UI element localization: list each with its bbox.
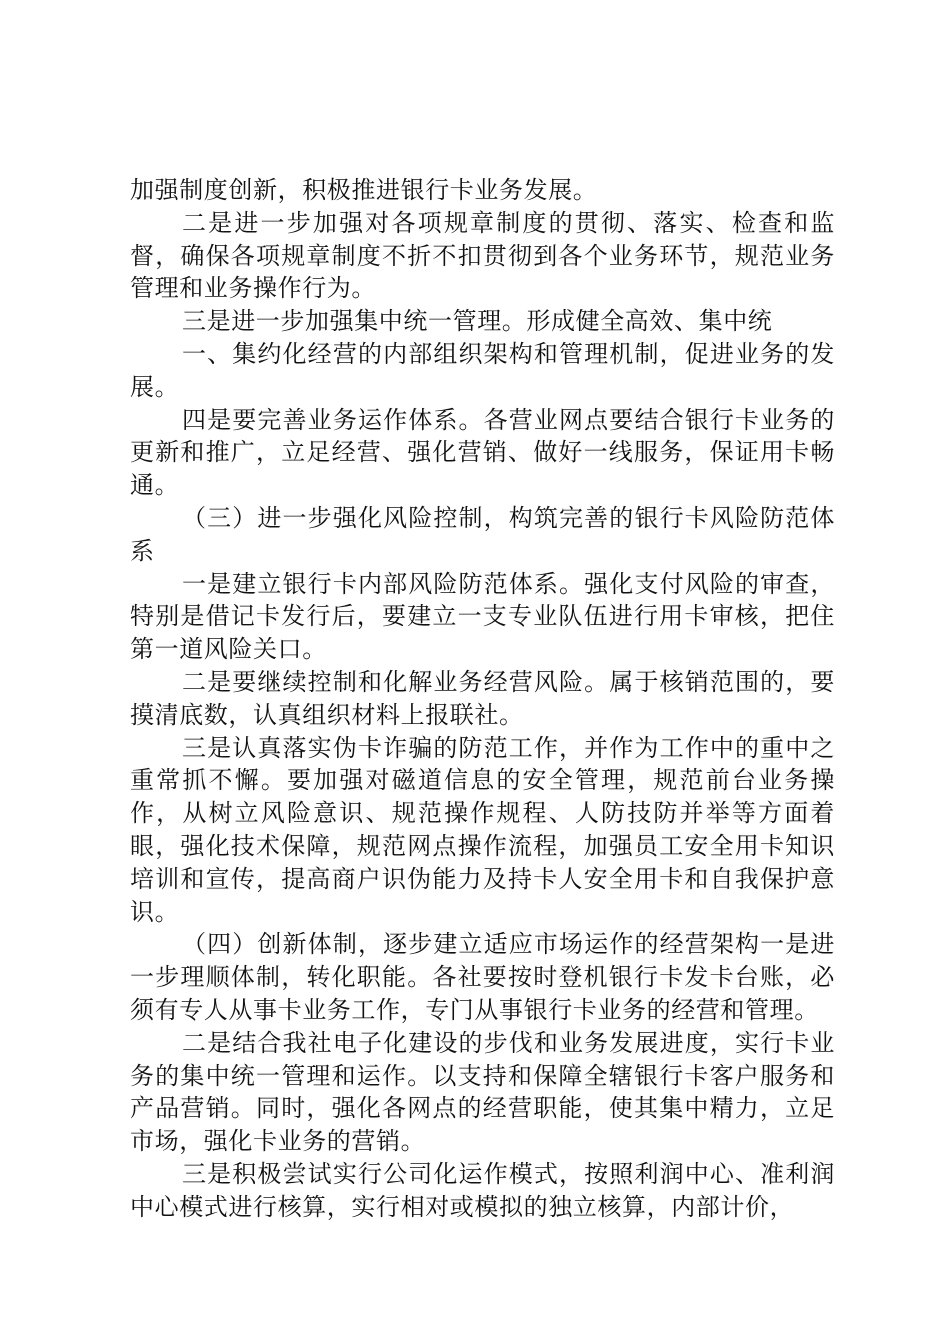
document-body	[130, 174, 835, 1224]
section-heading-3: （三）进一步强化风险控制，构筑完善的银行卡风险防范体系	[130, 503, 835, 565]
paragraph-4: 一、集约化经营的内部组织架构和管理机制，促进业务的发展。	[130, 339, 835, 401]
paragraph-1: 加强制度创新，积极推进银行卡业务发展。	[130, 176, 598, 204]
paragraph-9: 三是认真落实伪卡诈骗的防范工作，并作为工作中的重中之重常抓不懈。要加强对磁道信息的安全管理，规范前台业务操作，从树立风险意识、规范操作规程、人防技防并举等方面着眼，强化技术保障，规范网点操作流程，加强员工安全用卡知识培训和宣传，提高商户识伪能力及持卡人安全用卡和自我保护意识。	[130, 733, 835, 926]
paragraph-12: 三是积极尝试实行公司化运作模式，按照利润中心、准利润中心模式进行核算，实行相对或模拟的独立核算，内部计价，	[130, 1159, 835, 1221]
paragraph-8: 二是要继续控制和化解业务经营风险。属于核销范围的，要摸清底数，认真组织材料上报联社。	[130, 667, 835, 729]
section-heading-4: （四）创新体制，逐步建立适应市场运作的经营架构一是进一步理顺体制，转化职能。各社要按时登机银行卡发卡台账，必须有专人从事卡业务工作，专门从事银行卡业务的经营和管理。	[130, 930, 835, 1024]
paragraph-7: 一是建立银行卡内部风险防范体系。强化支付风险的审查，特别是借记卡发行后，要建立一支专业队伍进行用卡审核，把住第一道风险关口。	[130, 569, 835, 664]
paragraph-2: 二是进一步加强对各项规章制度的贯彻、落实、检查和监督，确保各项规章制度不折不扣贯彻到各个业务环节，规范业务管理和业务操作行为。	[130, 208, 835, 303]
paragraph-11: 二是结合我社电子化建设的步伐和业务发展进度，实行卡业务的集中统一管理和运作。以支持和保障全辖银行卡客户服务和产品营销。同时，强化各网点的经营职能，使其集中精力，立足市场，强化卡业务的营销。	[130, 1028, 835, 1156]
paragraph-5: 四是要完善业务运作体系。各营业网点要结合银行卡业务的更新和推广，立足经营、强化营销、做好一线服务，保证用卡畅通。	[130, 405, 835, 500]
paragraph-3: 三是进一步加强集中统一管理。形成健全高效、集中统	[182, 307, 773, 336]
